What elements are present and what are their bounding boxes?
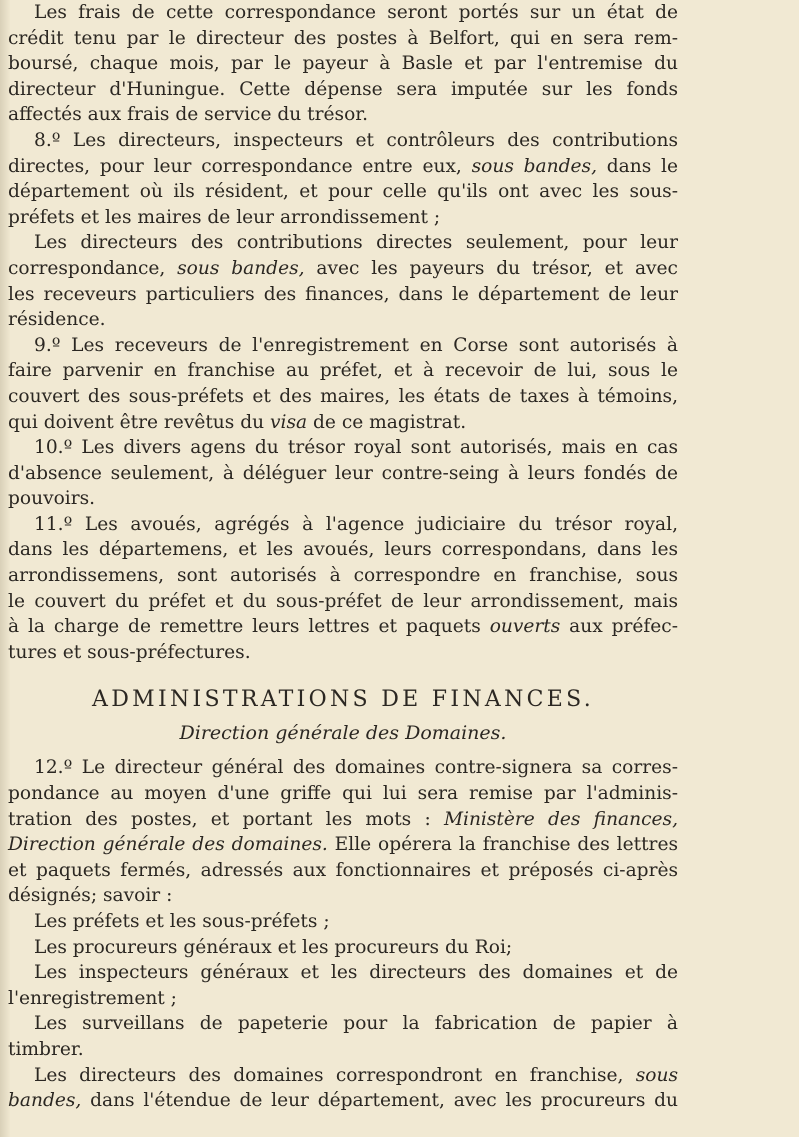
text-line: pondance au moyen d'une griffe qui lui sera remise par l'adminis- [8,783,678,805]
text-line: tures et sous-préfectures. [8,641,251,663]
text-line: couvert des sous-préfets et des maires, les états de taxes à témoins, [8,385,678,407]
text-line: directes, pour leur correspondance entre eux, sous bandes, dans le [8,155,678,177]
text-line: Les frais de cette correspondance seront portés sur un état de [34,2,678,23]
text-line: les receveurs particuliers des finances, dans le département de leur [8,283,678,305]
text-line: l'enregistrement ; [8,987,177,1009]
text-line: 10.º Les divers agens du trésor royal sont autorisés, mais en cas [34,437,678,459]
text-line: Les inspecteurs généraux et les directeurs des domaines et de [34,962,678,984]
text-line: correspondance, sous bandes, avec les payeurs du trésor, et avec [8,257,678,279]
text-line: à la charge de remettre leurs lettres et paquets ouverts aux préfec- [8,616,678,638]
text-line: faire parvenir en franchise au préfet, et à recevoir de lui, sous le [8,360,678,382]
text-line: qui doivent être revêtus du visa de ce magistrat. [8,411,467,433]
text-line: 11.º Les avoués, agrégés à l'agence judiciaire du trésor royal, [34,513,678,535]
text-line: département où ils résident, et pour celle qu'ils ont avec les sous- [8,181,678,203]
text-line: Direction générale des domaines. Elle opérera la franchise des lettres [8,834,678,856]
text-line: bandes, dans l'étendue de leur département, avec les procureurs du [8,1090,678,1112]
text-line: 8.º Les directeurs, inspecteurs et contrôleurs des contributions [34,129,678,151]
text-line: Les procureurs généraux et les procureurs du Roi; [34,936,513,958]
text-line: boursé, chaque mois, par le payeur à Basle et par l'entremise du [8,53,678,75]
text-line: tration des postes, et portant les mots : Ministère des finances, [8,808,678,830]
text-line: désignés; savoir : [8,885,173,907]
section-heading: ADMINISTRATIONS DE FINANCES. [92,687,594,713]
text-line: arrondissemens, sont autorisés à correspondre en franchise, sous [8,565,678,587]
text-line: crédit tenu par le directeur des postes à Belfort, qui en sera rem- [8,27,678,49]
text-line: le couvert du préfet et du sous-préfet de leur arrondissement, mais [8,590,678,612]
section-subheading: Direction générale des Domaines. [179,722,507,745]
text-line: dans les départemens, et les avoués, leurs correspondans, dans les [8,539,678,561]
text-line: et paquets fermés, adressés aux fonctionnaires et préposés ci-après [8,859,678,881]
text-line: affectés aux frais de service du trésor. [8,104,369,126]
text-line: pouvoirs. [8,488,96,510]
text-line: préfets et les maires de leur arrondissement ; [8,206,441,228]
text-line: Les directeurs des domaines correspondront en franchise, sous [34,1064,678,1086]
text-line: d'absence seulement, à déléguer leur contre-seing à leurs fondés de [8,462,678,484]
text-line: directeur d'Huningue. Cette dépense sera imputée sur les fonds [8,78,678,100]
document-text [8,0,678,1114]
text-line: 12.º Le directeur général des domaines contre-signera sa corres- [34,757,678,779]
text-line: Les surveillans de papeterie pour la fabrication de papier à [34,1013,678,1035]
text-line: timbrer. [8,1038,84,1060]
text-line: 9.º Les receveurs de l'enregistrement en Corse sont autorisés à [34,334,678,356]
text-line: Les directeurs des contributions directes seulement, pour leur [34,232,678,254]
text-line: résidence. [8,309,106,331]
text-line: Les préfets et les sous-préfets ; [34,911,330,932]
